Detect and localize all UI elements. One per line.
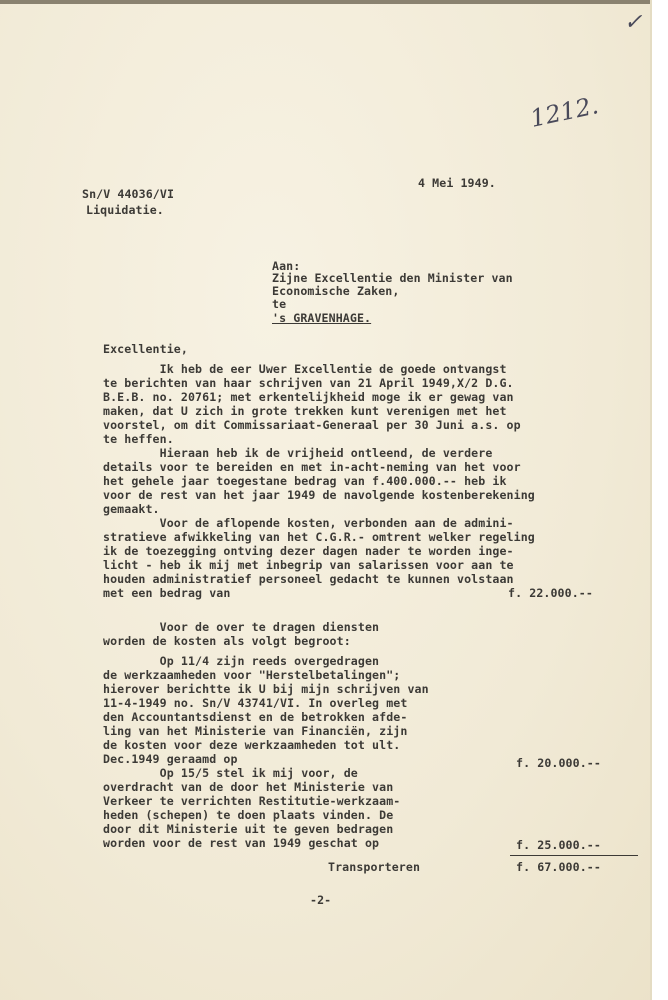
text-line: voor de rest van het jaar 1949 de navolgende kostenberekening [103,488,535,502]
text-line: Dec.1949 geraamd op [103,752,238,766]
text-line: houden administratief personeel gedacht te kunnen volstaan [103,572,514,586]
text-line: 11-4-1949 no. Sn/V 43741/VI. In overleg met [103,696,408,710]
scan-edge [0,0,668,4]
text-line: hierover berichtte ik U bij mijn schrijven van [103,682,429,696]
text-line: den Accountantsdienst en de betrokken afde- [103,710,408,724]
text-line: stratieve afwikkeling van het C.G.R.- omtrent welker regeling [103,530,535,544]
address-line: Zijne Excellentie den Minister van [272,271,513,285]
sum-rule [510,855,638,856]
text-line: worden de kosten als volgt begroot: [103,634,351,648]
salutation: Excellentie, [103,342,188,356]
text-line: de werkzaamheden voor "Herstelbetalingen"; [103,668,401,682]
text-line: heden (schepen) te doen plaats vinden. De [103,808,394,822]
handwritten-number: 1212. [527,91,601,133]
text-line: de kosten voor deze werkzaamheden tot ult. [103,738,401,752]
text-line: Op 11/4 zijn reeds overgedragen [103,654,380,668]
text-line: het gehele jaar toegestane bedrag van f.400.000.-- heb ik [103,474,507,488]
checkmark-annotation: ✓ [624,10,643,35]
page-number: -2- [310,893,332,907]
address-line: Aan: [272,259,301,273]
reference-number: Sn/V 44036/VI [82,187,175,201]
text-line: Verkeer te verrichten Restitutie-werkzaam- [103,794,401,808]
text-line: door dit Ministerie uit te geven bedragen [103,822,394,836]
text-line: te heffen. [103,432,174,446]
text-line: details voor te bereiden en met in-acht-neming van het voor [103,460,521,474]
subject-line: Liquidatie. [86,203,164,217]
text-line: overdracht van de door het Ministerie van [103,780,394,794]
text-line: licht - heb ik mij met inbegrip van salarissen voor aan te [103,558,514,572]
text-line: worden voor de rest van 1949 geschat op [103,836,380,850]
amount-herstelbetalingen: f. 20.000.-- [516,756,601,770]
text-line: ik de toezegging ontving dezer dagen nader te worden inge- [103,544,514,558]
text-line: gemaakt. [103,502,160,516]
address-city: 's GRAVENHAGE. [272,311,372,325]
letter-date: 4 Mei 1949. [418,176,496,190]
text-line: maken, dat U zich in grote trekken kunt verenigen met het [103,404,507,418]
scan-margin [650,0,668,1000]
text-line: te berichten van haar schrijven van 21 April 1949,X/2 D.G. [103,376,514,390]
amount-admin-costs: f. 22.000.-- [508,586,593,600]
text-line: B.E.B. no. 20761; met erkentelijkheid moge ik er gewag van [103,390,514,404]
text-line: Voor de aflopende kosten, verbonden aan de admini- [103,516,514,530]
text-line: ling van het Ministerie van Financiën, zijn [103,724,408,738]
transport-label: Transporteren [328,860,421,874]
address-line: Economische Zaken, [272,284,400,298]
address-line: te [272,297,287,311]
transport-amount: f. 67.000.-- [516,860,601,874]
text-line: Voor de over te dragen diensten [103,620,380,634]
text-line: Op 15/5 stel ik mij voor, de [103,766,358,780]
text-line: Ik heb de eer Uwer Excellentie de goede ontvangst [103,362,507,376]
text-line: Hieraan heb ik de vrijheid ontleend, de verdere [103,446,493,460]
text-line: voorstel, om dit Commissariaat-Generaal per 30 Juni a.s. op [103,418,521,432]
text-line: met een bedrag van [103,586,231,600]
amount-restitutie: f. 25.000.-- [516,838,601,852]
